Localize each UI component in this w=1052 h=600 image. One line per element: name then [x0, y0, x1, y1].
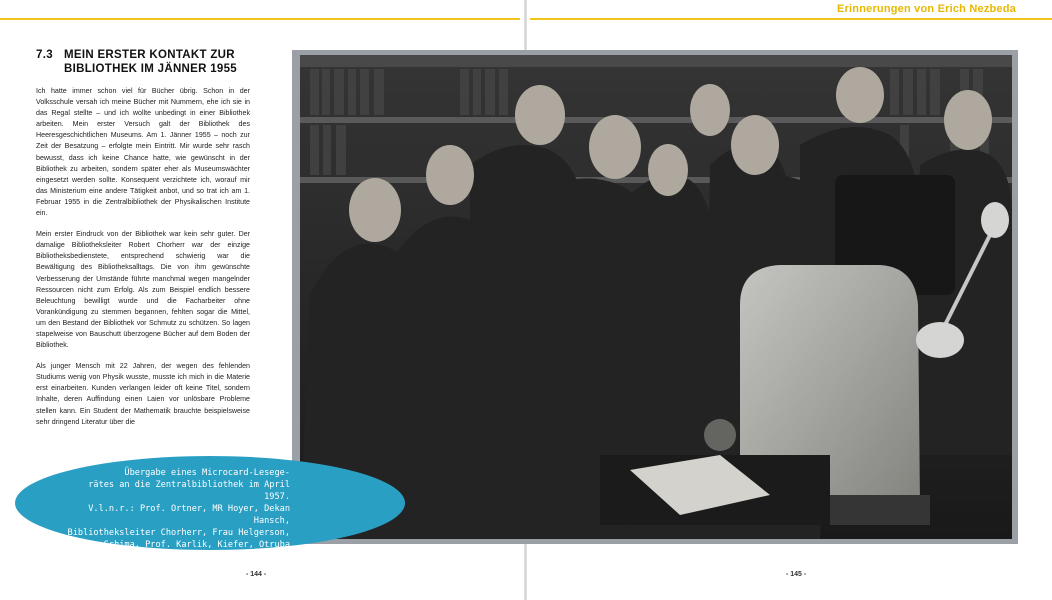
caption-line: Bibliotheksleiter Chorherr, Frau Helgerson, — [67, 528, 290, 538]
historical-photo — [300, 55, 1012, 539]
body-text — [36, 86, 250, 438]
header-rule-right — [530, 18, 1052, 20]
heading-line-2: BIBLIOTHEK IM JÄNNER 1955 — [64, 63, 238, 75]
page-number-left: - 144 - — [246, 571, 267, 578]
header-rule-left — [0, 18, 520, 20]
photo-illustration — [300, 55, 1012, 539]
caption-line: Übergabe eines Microcard-Lesege- — [124, 468, 290, 478]
caption-line: Rektor Schima, Prof. Karlik, Kiefer, Otruba — [67, 540, 290, 550]
heading-line-1: MEIN ERSTER KONTAKT ZUR — [64, 49, 235, 61]
section-number: 7.3 — [36, 49, 53, 61]
page-number-right: - 145 - — [786, 571, 807, 578]
caption-line: V.l.n.r.: Prof. Ortner, MR Hoyer, Dekan Hansch, — [88, 504, 290, 526]
photo-caption — [60, 467, 290, 551]
paragraph: Als junger Mensch mit 22 Jahren, der wegen des fehlenden Studiums wenig von Physik wusste, musste ich mich in die Materie erst einarbeiten. Kunden verlangen leider oft keine Titel, sondern Inhalte, deren Auffindung einen Laien vor unlösbare Probleme stellen kann. Ein Student der Mathematik brauchte beispielsweise sehr dringend Literatur über die — [36, 362, 250, 426]
paragraph: Ich hatte immer schon viel für Bücher übrig. Schon in der Volksschule versah ich meine Bücher mit Nummern, ehe ich sie in das Regal stellte – und ich wollte unbedingt in einer Bibliothek arbeiten. Mein erster Versuch galt der Bibliothek des Heeresgeschichtlichen Museums. Am 1. Jänner 1955 – noch zur Zeit der Besatzung – erfolgte mein Eintritt. Mir wurde sehr rasch bewusst, dass ich keine Chance hatte, wie gewünscht in der Bibliothek zu arbeiten, sondern später eher als Museumswächter eingesetzt werden sollte. Konsequent verzichtete ich, worauf mir das Ministerium eine andere Tätigkeit anbot, und so trat ich am 1. Februar 1955 in die Zentralbibliothek der Physikalischen Institute ein. — [36, 87, 250, 218]
caption-line: rätes an die Zentralbibliothek im April 1957. — [88, 480, 290, 502]
paragraph: Mein erster Eindruck von der Bibliothek war kein sehr guter. Der damalige Bibliotheksleiter Robert Chorherr war der einzige Bibliotheksbedienstete, entsprechend schwierig war die Bewältigung des Bibliotheksalltags. Die von ihm gewünschte Verbesserung der Umstände führte manchmal wegen mangelnder Ressourcen nicht zum Erfolg. Als zum Beispiel endlich bessere Beleuchtung bewilligt wurde und die Facharbeiter ohne Vorankündigung zu stemmen begannen, fehlten sogar die Mittel, um den Bestand der Bibliothek vor Schmutz zu schützen. So lagen stapelweise von Bauschutt überzogene Bücher auf dem Boden der Bibliothek. — [36, 230, 250, 350]
chapter-heading — [36, 48, 276, 76]
running-header: Erinnerungen von Erich Nezbeda — [837, 3, 1016, 15]
